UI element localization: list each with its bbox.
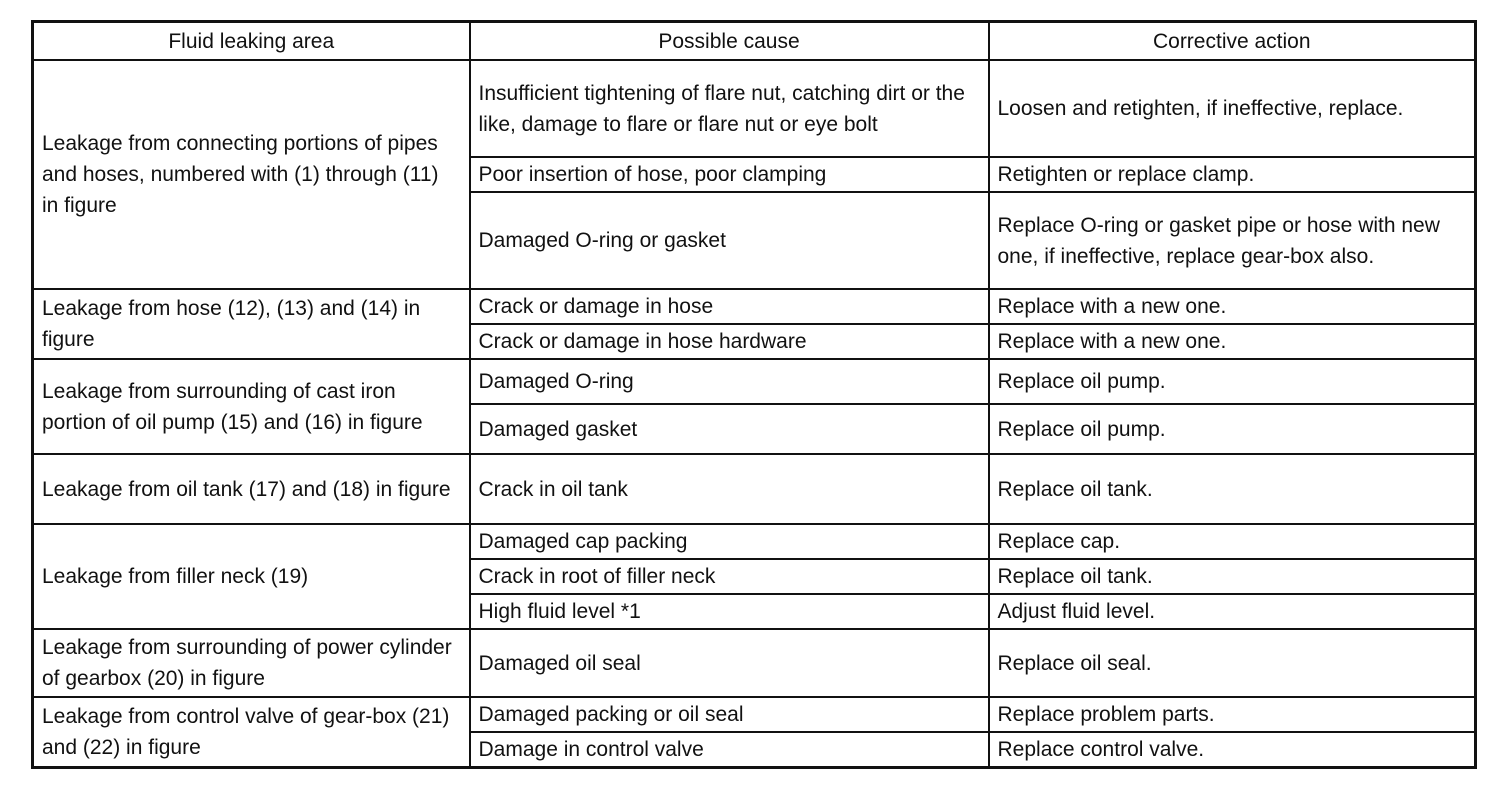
table-row — [33, 454, 1476, 524]
action-cell: Loosen and retighten, if ineffective, replace. — [989, 60, 1476, 157]
area-cell: Leakage from oil tank (17) and (18) in figure — [33, 454, 470, 524]
fluid-leak-table — [31, 20, 1477, 769]
table-row — [33, 60, 1476, 157]
header-row — [33, 22, 1476, 61]
area-cell: Leakage from surrounding of power cylinder of gearbox (20) in figure — [33, 629, 470, 697]
action-cell: Replace with a new one. — [989, 289, 1476, 324]
cause-cell: Damaged cap packing — [470, 524, 989, 559]
cause-cell: High fluid level *1 — [470, 594, 989, 629]
header-possible-cause: Possible cause — [470, 22, 989, 61]
table-row — [33, 629, 1476, 697]
action-cell: Retighten or replace clamp. — [989, 157, 1476, 192]
action-cell: Replace problem parts. — [989, 697, 1476, 732]
cause-cell: Crack in root of filler neck — [470, 559, 989, 594]
cause-cell: Insufficient tightening of flare nut, catching dirt or the like, damage to flare or flare nut or eye bolt — [470, 60, 989, 157]
action-cell: Replace cap. — [989, 524, 1476, 559]
area-cell: Leakage from connecting portions of pipes and hoses, numbered with (1) through (11) in figure — [33, 60, 470, 289]
cause-cell: Damaged O-ring or gasket — [470, 192, 989, 289]
action-cell: Adjust fluid level. — [989, 594, 1476, 629]
area-cell: Leakage from hose (12), (13) and (14) in figure — [33, 289, 470, 359]
header-fluid-leaking-area: Fluid leaking area — [33, 22, 470, 61]
cause-cell: Damaged O-ring — [470, 359, 989, 404]
area-cell: Leakage from filler neck (19) — [33, 524, 470, 629]
cause-cell: Damaged oil seal — [470, 629, 989, 697]
action-cell: Replace oil pump. — [989, 359, 1476, 404]
action-cell: Replace oil tank. — [989, 454, 1476, 524]
table-row — [33, 524, 1476, 559]
troubleshooting-table-container — [31, 20, 1474, 769]
cause-cell: Crack or damage in hose — [470, 289, 989, 324]
table-row — [33, 697, 1476, 732]
action-cell: Replace oil pump. — [989, 404, 1476, 454]
action-cell: Replace oil tank. — [989, 559, 1476, 594]
cause-cell: Damaged packing or oil seal — [470, 697, 989, 732]
cause-cell: Crack in oil tank — [470, 454, 989, 524]
table-row — [33, 289, 1476, 324]
cause-cell: Damage in control valve — [470, 732, 989, 768]
header-corrective-action: Corrective action — [989, 22, 1476, 61]
action-cell: Replace control valve. — [989, 732, 1476, 768]
action-cell: Replace O-ring or gasket pipe or hose with new one, if ineffective, replace gear-box also. — [989, 192, 1476, 289]
table-row — [33, 359, 1476, 404]
cause-cell: Crack or damage in hose hardware — [470, 324, 989, 359]
action-cell: Replace with a new one. — [989, 324, 1476, 359]
area-cell: Leakage from control valve of gear-box (21) and (22) in figure — [33, 697, 470, 768]
cause-cell: Poor insertion of hose, poor clamping — [470, 157, 989, 192]
area-cell: Leakage from surrounding of cast iron portion of oil pump (15) and (16) in figure — [33, 359, 470, 454]
cause-cell: Damaged gasket — [470, 404, 989, 454]
action-cell: Replace oil seal. — [989, 629, 1476, 697]
